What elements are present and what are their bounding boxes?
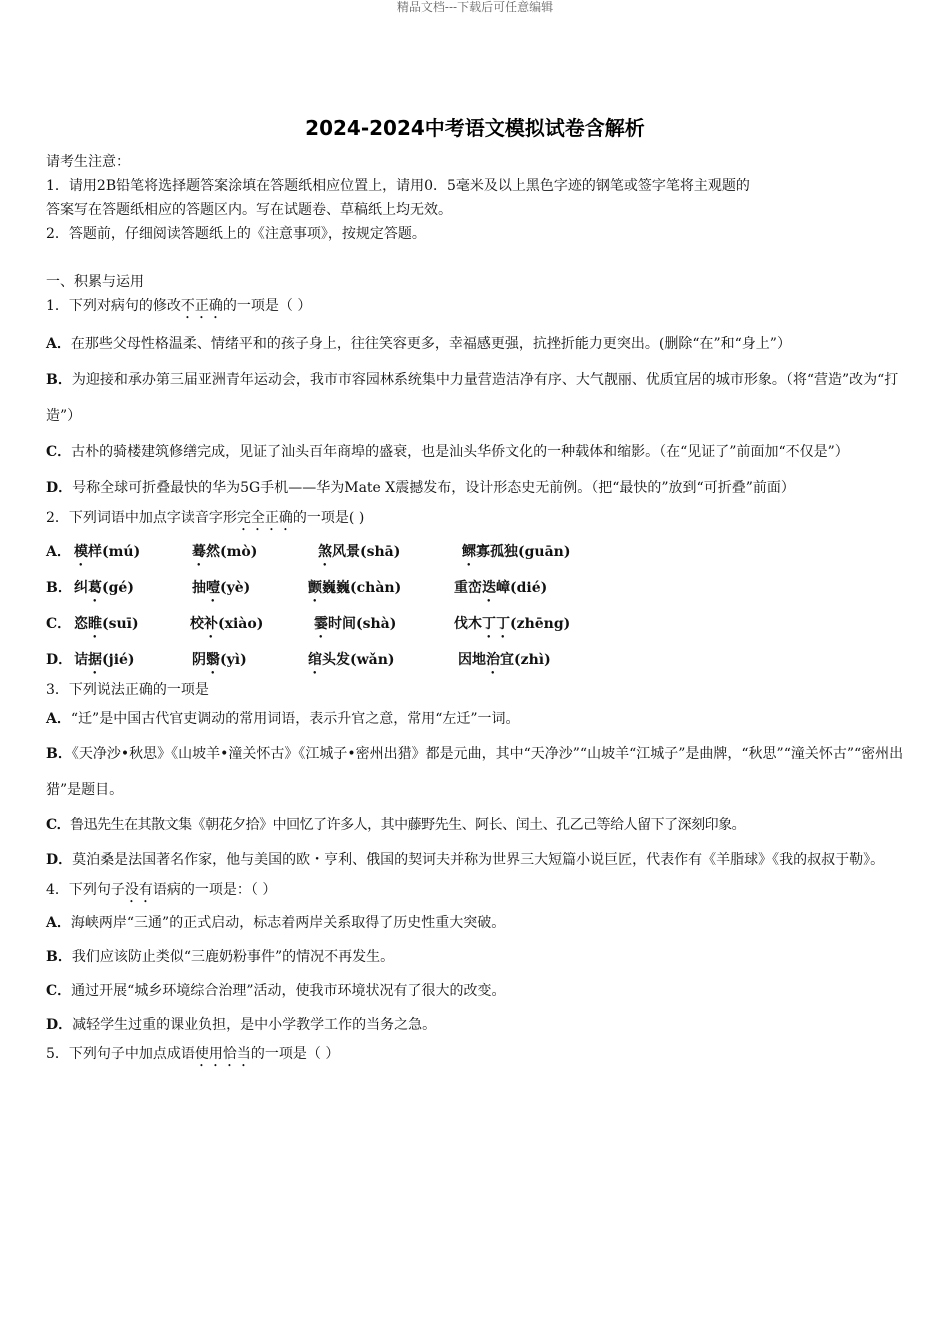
- option-d: [46, 642, 906, 678]
- word-item: 恣睢(suī): [74, 616, 139, 632]
- option-b: [46, 570, 906, 606]
- option-d: [46, 842, 906, 878]
- option-b: [46, 940, 906, 974]
- option-label: B．: [46, 746, 72, 762]
- option-c: [46, 606, 906, 642]
- notice-item: 2．答题前，仔细阅读答题纸上的《注意事项》，按规定答题。: [46, 226, 426, 242]
- notice-item: 1．请用2B铅笔将选择题答案涂填在答题纸相应位置上，请用0．5毫米及以上黑色字迹的钢笔或签字笔将主观题的: [46, 178, 750, 194]
- word-item: 纠葛(gé): [74, 580, 134, 596]
- word-item: 蓦然(mò): [192, 544, 258, 560]
- question-stem: [46, 294, 906, 322]
- question-stem: [46, 878, 906, 906]
- option-label: C．: [46, 817, 71, 833]
- option-label: D．: [46, 480, 73, 496]
- stem-text: 2．下列词语中加点字读音字形: [46, 510, 237, 526]
- word-item: 绾头发(wǎn): [308, 652, 395, 668]
- document-body: [46, 150, 906, 1070]
- option-label: A．: [46, 711, 71, 727]
- word-item: 重峦迭嶂(dié): [454, 580, 548, 596]
- option-a: [46, 702, 906, 736]
- stem-text: 的一项是（ ）: [222, 298, 312, 314]
- question-4: [46, 878, 906, 1042]
- stem-text: 的一项是( ): [292, 510, 365, 526]
- word-item: 阴翳(yì): [192, 652, 247, 668]
- word-item: 抽噎(yè): [192, 580, 251, 596]
- option-text: 鲁迅先生在其散文集《朝花夕拾》中回忆了许多人，其中藤野先生、阿长、闰土、孔乙己等给人留下了深刻印象。: [70, 817, 746, 833]
- option-label: A．: [46, 915, 71, 931]
- question-3: [46, 678, 906, 878]
- option-label: D．: [46, 652, 73, 668]
- emphasized-text: 完全正确: [236, 510, 293, 526]
- option-text: 减轻学生过重的课业负担，是中小学教学工作的当务之急。: [72, 1017, 437, 1033]
- option-text: 为迎接和承办第三届亚洲青年运动会，我市市容园林系统集中力量营造洁净有序、大气靓丽、优质宜居的城市形象。（将“营造”改为“打造”）: [46, 372, 899, 424]
- word-item: 鳏寡孤独(guān): [462, 544, 571, 560]
- word-item: 诘据(jié): [74, 652, 135, 668]
- word-item: 校补(xiào): [190, 616, 264, 632]
- page-header: 精品文档---下载后可任意编辑: [396, 0, 554, 14]
- option-label: A．: [46, 336, 71, 352]
- option-text: 海峡两岸“三通”的正式启动，标志着两岸关系取得了历史性重大突破。: [70, 915, 506, 931]
- stem-text: 4．下列句子: [46, 882, 125, 898]
- emphasized-text: 不正确: [180, 298, 223, 314]
- option-label: A．: [46, 544, 71, 560]
- stem-text: 语病的一项是：（ ）: [152, 882, 277, 898]
- stem-text: 的一项是（ ）: [250, 1046, 340, 1062]
- option-b: [46, 736, 906, 808]
- word-item: 伐木丁丁(zhēng): [454, 616, 571, 632]
- page-title: 2024-2024中考语文模拟试卷含解析: [305, 116, 645, 140]
- stem-text: 5．下列句子中加点成语: [46, 1046, 195, 1062]
- option-c: [46, 974, 906, 1008]
- word-item: 颤巍巍(chàn): [308, 580, 402, 596]
- stem-text: 1．下列对病句的修改: [46, 298, 181, 314]
- option-a: [46, 534, 906, 570]
- section-heading: 一、积累与运用: [46, 274, 144, 290]
- option-label: C．: [46, 983, 72, 999]
- option-label: C．: [46, 616, 72, 632]
- option-text: “迁”是中国古代官吏调动的常用词语，表示升官之意，常用“左迁”一词。: [70, 711, 520, 727]
- emphasized-text: 没有: [124, 882, 153, 898]
- option-text: 莫泊桑是法国著名作家，他与美国的欧・亨利、俄国的契诃夫并称为世界三大短篇小说巨匠，代表作有《羊脂球》《我的叔叔于勒》。: [72, 852, 885, 868]
- notice-heading: 请考生注意：: [46, 154, 130, 170]
- question-stem: [46, 1042, 906, 1070]
- question-1: [46, 294, 906, 506]
- option-c: [46, 434, 906, 470]
- emphasized-text: 使用恰当: [194, 1046, 251, 1062]
- word-item: 霎时间(shà): [314, 616, 397, 632]
- option-label: B．: [46, 949, 72, 965]
- word-item: 因地治宜(zhì): [458, 652, 551, 668]
- option-text: 我们应该防止类似“三鹿奶粉事件”的情况不再发生。: [71, 949, 395, 965]
- option-label: B．: [46, 372, 72, 388]
- word-item: 模样(mú): [74, 544, 141, 560]
- question-2: [46, 506, 906, 678]
- option-b: [46, 362, 906, 434]
- option-text: 古朴的骑楼建筑修缮完成，见证了汕头百年商埠的盛衰，也是汕头华侨文化的一种载体和缩影。（在“见证了”前面加“不仅是”）: [71, 444, 849, 460]
- word-item: 煞风景(shā): [318, 544, 401, 560]
- option-a: [46, 906, 906, 940]
- option-d: [46, 1008, 906, 1042]
- option-label: B．: [46, 580, 72, 596]
- option-label: D．: [46, 1017, 73, 1033]
- question-stem: [46, 506, 906, 534]
- option-text: 《天净沙•秋思》《山坡羊•潼关怀古》《江城子•密州出猎》都是元曲，其中“天净沙”“山坡羊“江城子”是曲牌，“秋思”“潼关怀古”“密州出猎”是题目。: [46, 746, 904, 798]
- option-text: 通过开展“城乡环境综合治理”活动，使我市环境状况有了很大的改变。: [71, 983, 506, 999]
- notice-block: [46, 150, 906, 246]
- option-text: 号称全球可折叠最快的华为5G手机——华为Mate X震撼发布，设计形态史无前例。（把“最快的”放到“可折叠”前面）: [72, 480, 795, 496]
- option-c: [46, 808, 906, 842]
- option-d: [46, 470, 906, 506]
- option-text: 在那些父母性格温柔、情绪平和的孩子身上，往往笑容更多，幸福感更强，抗挫折能力更突出。(删除“在”和“身上”）: [70, 336, 791, 352]
- option-label: D．: [46, 852, 73, 868]
- question-5: [46, 1042, 906, 1070]
- option-label: C．: [46, 444, 72, 460]
- question-stem: 3．下列说法正确的一项是: [46, 682, 209, 698]
- option-a: [46, 326, 906, 362]
- notice-item: 答案写在答题纸相应的答题区内。写在试题卷、草稿纸上均无效。: [46, 202, 452, 218]
